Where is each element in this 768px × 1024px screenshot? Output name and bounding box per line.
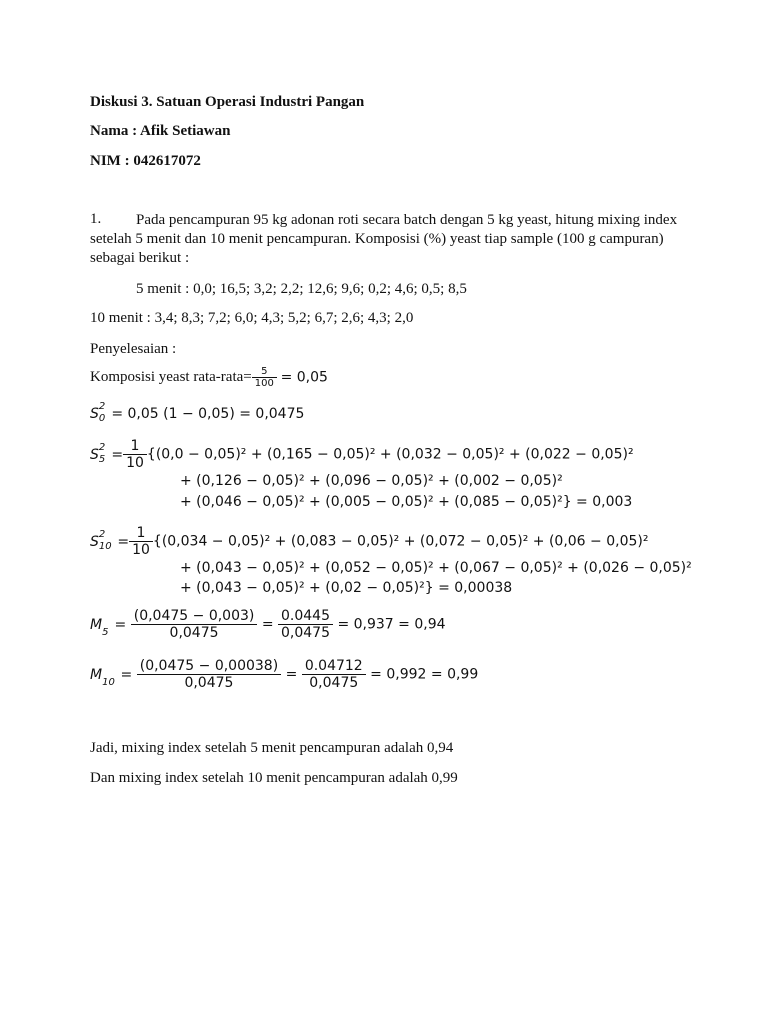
m10-symbol: M 10 [90, 666, 115, 688]
s5-equals: = [111, 446, 124, 463]
s10-line1: {(0,034 − 0,05)² + (0,083 − 0,05)² + (0,072 − 0,05)² + (0,06 − 0,05)² [152, 533, 649, 550]
m10-den1: 0,0475 [184, 675, 234, 691]
m5-fraction-2 [278, 608, 333, 641]
s10-line2: + (0,043 − 0,05)² + (0,052 − 0,05)² + (0,067 − 0,05)² + (0,026 − 0,05)² [180, 560, 692, 576]
m5-num1: (0,0475 − 0,003) [131, 608, 258, 625]
s5-symbol: S 2 5 [90, 441, 106, 465]
m5-equation [90, 608, 446, 641]
data-5-menit: 5 menit : 0,0; 16,5; 3,2; 2,2; 12,6; 9,6; 0,2; 4,6; 0,5; 8,5 [136, 281, 467, 297]
m5-den2: 0,0475 [281, 625, 330, 641]
m5-eq-sign-2: = [261, 616, 274, 633]
data-10-menit: 10 menit : 3,4; 8,3; 7,2; 6,0; 4,3; 5,2; 6,7; 2,6; 4,3; 2,0 [90, 310, 414, 326]
name-label: Nama : [90, 123, 138, 139]
avg-fraction [252, 366, 277, 389]
s5-fraction [123, 438, 147, 471]
avg-num: 5 [252, 366, 277, 378]
m10-equation [90, 658, 478, 691]
s0-expression: = 0,05 (1 − 0,05) = 0,0475 [111, 406, 305, 422]
s5-frac-num: 1 [123, 438, 147, 455]
conclusion-line-1: Jadi, mixing index setelah 5 menit pencampuran adalah 0,94 [90, 740, 454, 756]
nim-value: 042617072 [133, 153, 201, 169]
m10-fraction-1 [137, 658, 281, 691]
m10-num1: (0,0475 − 0,00038) [137, 658, 281, 675]
s5-line1: {(0,0 − 0,05)² + (0,165 − 0,05)² + (0,032 − 0,05)² + (0,022 − 0,05)² [146, 446, 634, 463]
s10-line3: + (0,043 − 0,05)² + (0,02 − 0,05)²} = 0,00038 [180, 580, 513, 596]
solution-heading: Penyelesaian : [90, 341, 177, 357]
name-row [90, 123, 230, 140]
avg-den: 100 [254, 378, 274, 389]
m10-eq-sign: = [120, 666, 133, 683]
m10-num2: 0.04712 [302, 658, 366, 675]
s10-frac-num: 1 [129, 525, 153, 542]
m5-symbol: M 5 [90, 616, 109, 638]
s0-symbol: S 2 0 [90, 401, 106, 424]
name-value: Afik Setiawan [140, 123, 231, 139]
avg-result: = 0,05 [280, 369, 328, 386]
m10-result: = 0,992 = 0,99 [370, 666, 479, 683]
conclusion-line-2: Dan mixing index setelah 10 menit pencampuran adalah 0,99 [90, 770, 458, 786]
s10-fraction [129, 525, 153, 558]
question-number: 1. [90, 211, 102, 227]
m5-fraction-1 [131, 608, 258, 641]
m5-result: = 0,937 = 0,94 [337, 616, 446, 633]
m5-eq-sign: = [114, 616, 127, 633]
doc-title: Diskusi 3. Satuan Operasi Industri Pangan [90, 94, 365, 110]
s5-frac-den: 10 [126, 455, 144, 471]
s5-line2: + (0,126 − 0,05)² + (0,096 − 0,05)² + (0,002 − 0,05)² [180, 473, 563, 489]
average-composition [90, 366, 328, 389]
nim-label: NIM : [90, 153, 130, 169]
m10-eq-sign-2: = [285, 666, 298, 683]
m5-num2: 0.0445 [278, 608, 333, 625]
s10-frac-den: 10 [132, 542, 150, 558]
s5-equation [90, 438, 634, 471]
question-text: Pada pencampuran 95 kg adonan roti secara batch dengan 5 kg yeast, hitung mixing index setelah 5 menit dan 10 menit pencampuran. Komposisi (%) yeast tiap sample (100 g campuran) sebagai berikut : [90, 212, 678, 266]
s5-line3: + (0,046 − 0,05)² + (0,005 − 0,05)² + (0,085 − 0,05)²} = 0,003 [180, 494, 633, 510]
nim-row [90, 153, 201, 170]
avg-label: Komposisi yeast rata-rata= [90, 369, 252, 385]
s10-symbol: S 2 10 [90, 528, 112, 552]
m10-den2: 0,0475 [309, 675, 359, 691]
m5-den1: 0,0475 [169, 625, 219, 641]
s0-equation [90, 401, 305, 424]
m10-fraction-2 [302, 658, 366, 691]
s10-equation [90, 525, 648, 558]
s10-equals: = [117, 533, 130, 550]
